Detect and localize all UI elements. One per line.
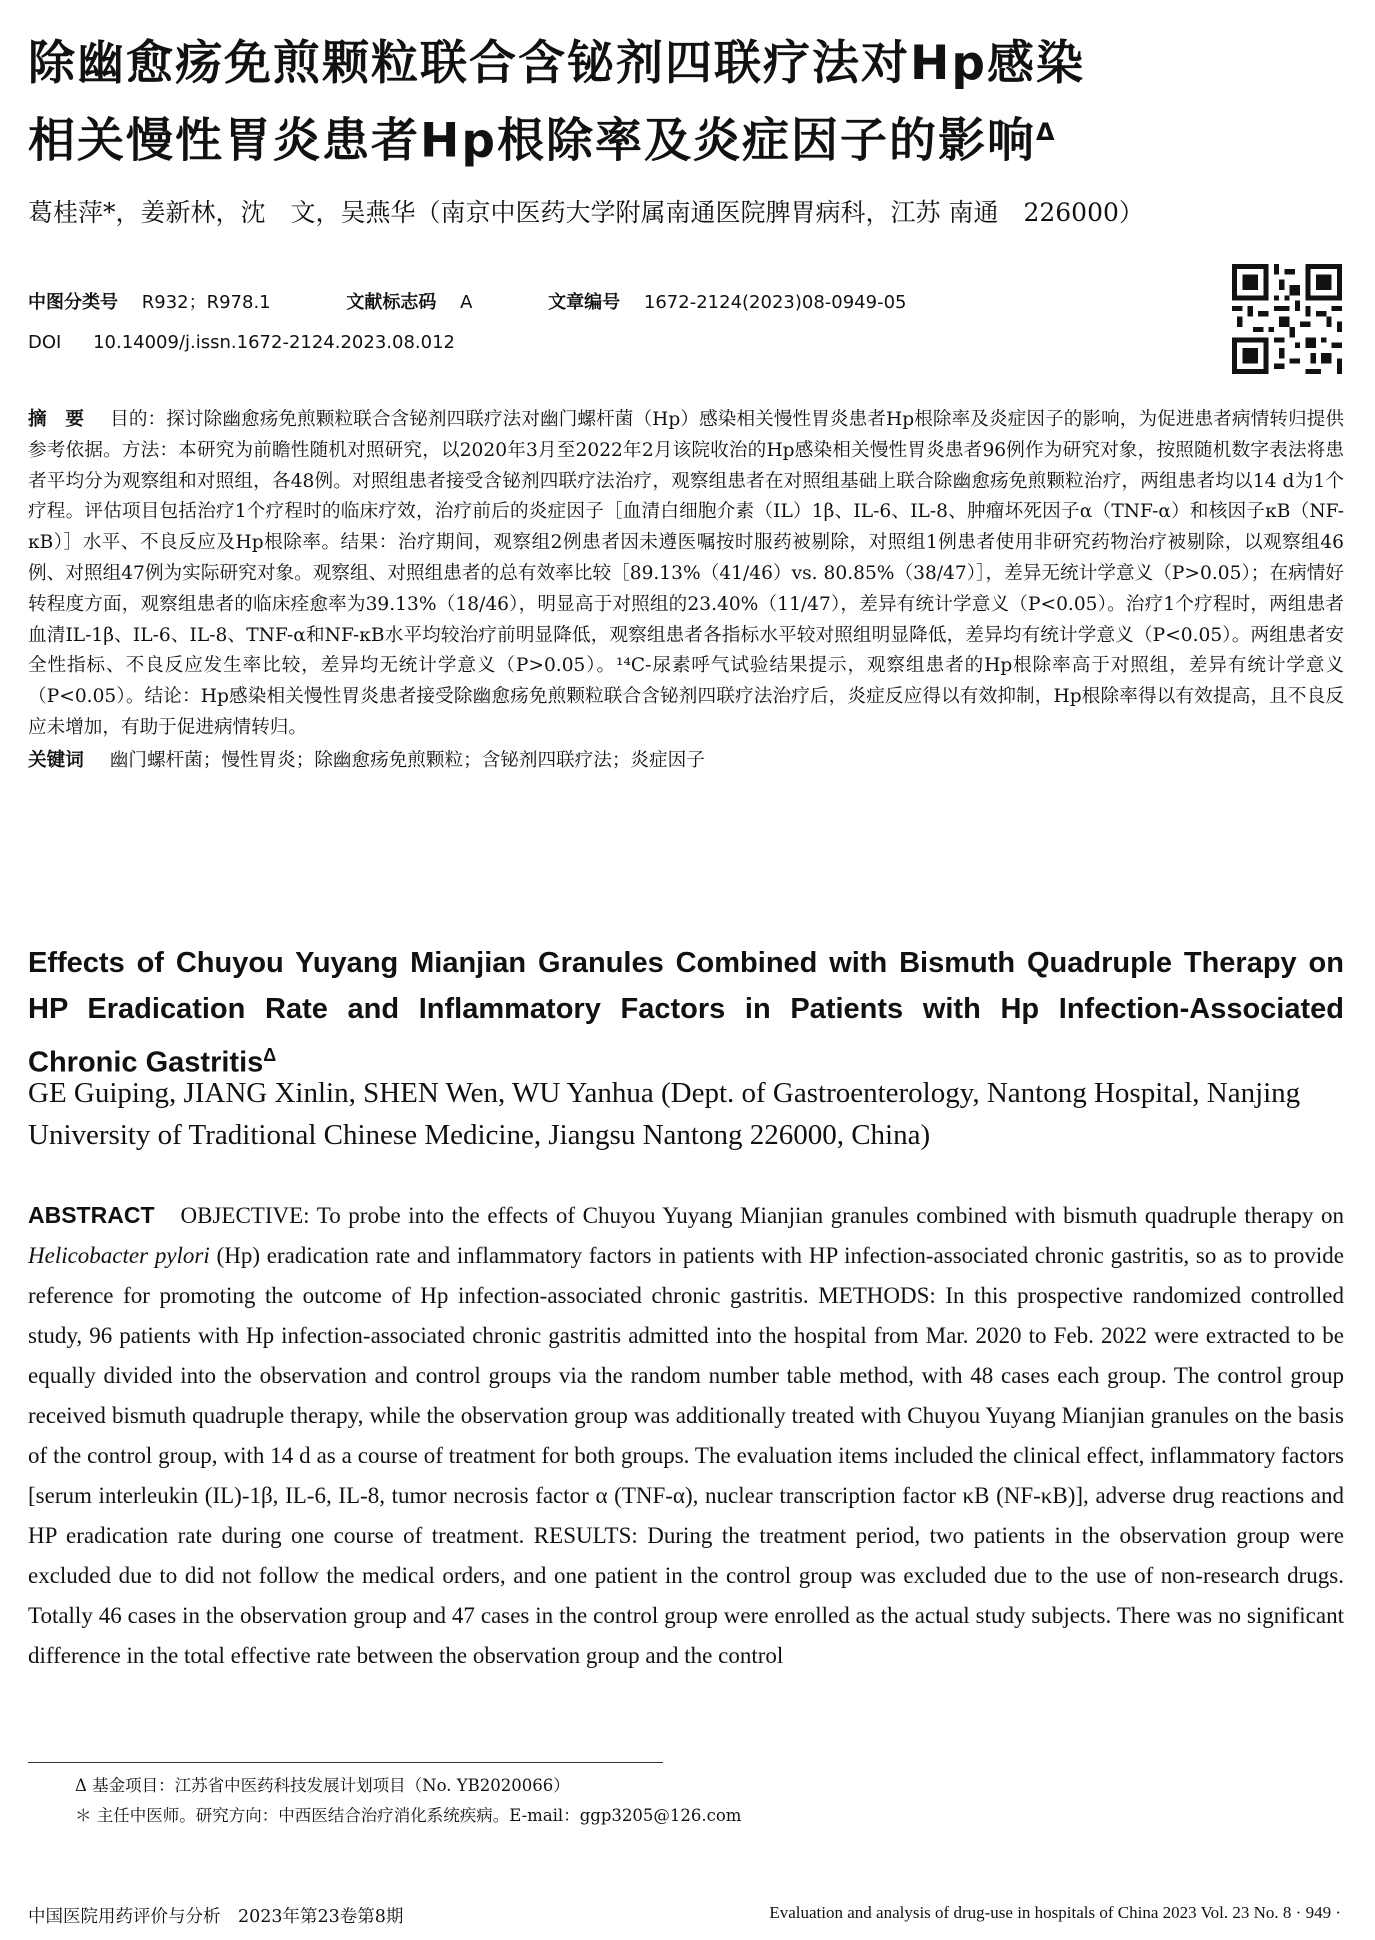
keywords-cn-text: 幽门螺杆菌；慢性胃炎；除幽愈疡免煎颗粒；含铋剂四联疗法；炎症因子 — [109, 749, 705, 771]
authors-en: GE Guiping, JIANG Xinlin, SHEN Wen, WU Yanhua (Dept. of Gastroenterology, Nantong Hospital, Nanjing University of Traditional Chinese Medicine, Jiangsu Nantong 226000, China) — [28, 1077, 1301, 1151]
meta-row-2 — [28, 330, 455, 356]
doi-label: DOI — [28, 332, 62, 353]
title-cn-line1: 除幽愈疡免煎颗粒联合含铋剂四联疗法对Hp感染 — [28, 36, 1085, 91]
footer-journal-en: Evaluation and analysis of drug-use in hospitals of China 2023 Vol. 23 No. 8 · 949 · — [769, 1903, 1341, 1922]
meta-row-1 — [28, 290, 906, 316]
title-cn-mark: Δ — [1035, 118, 1057, 146]
keywords-cn — [28, 746, 1344, 777]
doc-label: 文献标志码 — [346, 292, 437, 313]
title-en-mark: Δ — [263, 1045, 277, 1065]
abstract-en-label: ABSTRACT — [28, 1202, 155, 1228]
abstract-cn — [28, 405, 1344, 777]
qr-code-icon — [1232, 264, 1342, 374]
footnote-author: ＊ 主任中医师。研究方向：中西医结合治疗消化系统疾病。E-mail：ggp3205@126.com — [75, 1806, 742, 1825]
abstract-en-part2: (Hp) eradication rate and inflammatory factors in patients with HP infection-associated chronic gastritis, so as to provide reference for promoting the outcome of Hp infection-associated chronic gastritis. METHODS: In this prospective randomized controlled study, 96 patients with Hp infection-associated chronic gastritis admitted into the hospital from Mar. 2020 to Feb. 2022 were extracted to be equally divided into the observation and control groups via the random number table method, with 48 cases each group. The control group received bismuth quadruple therapy, while the observation group was additionally treated with Chuyou Yuyang Mianjian granules on the basis of the control group, with 14 d as a course of treatment for both groups. The evaluation items included the clinical effect, inflammatory factors [serum interleukin (IL)-1β, IL-6, IL-8, tumor necrosis factor α (TNF-α), nuclear transcription factor κB (NF-κB)], adverse drug reactions and HP eradication rate during one course of treatment. RESULTS: During the treatment period, two patients in the observation group were excluded due to did not follow the medical orders, and one patient in the control group was excluded due to the use of non-research drugs. Totally 46 cases in the observation group and 47 cases in the control group were enrolled as the actual study subjects. There was no significant difference in the total effective rate between the observation group and the control — [28, 1243, 1344, 1668]
title-cn-line2: 相关慢性胃炎患者Hp根除率及炎症因子的影响$^\Delta$ — [28, 113, 1057, 169]
doc-value: A — [460, 292, 473, 313]
title-en: Effects of Chuyou Yuyang Mianjian Granules Combined with Bismuth Quadruple Therapy on HP Eradication Rate and Inflammatory Factors in Patients with Hp Infection-Associated Chronic Gastritis$^\Delta$ — [28, 947, 1344, 1079]
article-label: 文章编号 — [548, 292, 621, 313]
keywords-cn-label: 关键词 — [28, 749, 84, 771]
abstract-cn-label: 摘 要 — [28, 409, 85, 430]
article-value: 1672-2124(2023)08-0949-05 — [643, 292, 907, 313]
abstract-cn-text: 目的：探讨除幽愈疡免煎颗粒联合含铋剂四联疗法对幽门螺杆菌（Hp）感染相关慢性胃炎患者Hp根除率及炎症因子的影响，为促进患者病情转归提供参考依据。方法：本研究为前瞻性随机对照研究，以2020年3月至2022年2月该院收治的Hp感染相关慢性胃炎患者96例作为研究对象，按照随机数字表法将患者平均分为观察组和对照组，各48例。对照组患者接受含铋剂四联疗法治疗，观察组患者在对照组基础上联合除幽愈疡免煎颗粒治疗，两组患者均以14 d为1个疗程。评估项目包括治疗1个疗程时的临床疗效，治疗前后的炎症因子［血清白细胞介素（IL）1β、IL-6、IL-8、肿瘤坏死因子α（TNF-α）和核因子κB（NF-κB）］水平、不良反应及Hp根除率。结果：治疗期间，观察组2例患者因未遵医嘱按时服药被剔除，对照组1例患者使用非研究药物治疗被剔除，以观察组46例、对照组47例为实际研究对象。观察组、对照组患者的总有效率比较［89.13%（41/46）vs. 80.85%（38/47）］，差异无统计学意义（P>0.05）；在病情好转程度方面，观察组患者的临床痊愈率为39.13%（18/46），明显高于对照组的23.40%（11/47），差异有统计学意义（P<0.05）。治疗1个疗程时，两组患者血清IL-1β、IL-6、IL-8、TNF-α和NF-κB水平均较治疗前明显降低，观察组患者各指标水平较对照组明显降低，差异均有统计学意义（P<0.05）。两组患者安全性指标、不良反应发生率比较，差异均无统计学意义（P>0.05）。¹⁴C-尿素呼气试验结果提示，观察组患者的Hp根除率高于对照组，差异有统计学意义（P<0.05）。结论：Hp感染相关慢性胃炎患者接受除幽愈疡免煎颗粒联合含铋剂四联疗法治疗后，炎症反应得以有效抑制，Hp根除率得以有效提高，且不良反应未增加，有助于促进病情转归。 — [28, 409, 1344, 738]
abstract-en-italic: Helicobacter pylori — [28, 1243, 210, 1268]
footer-journal-cn: 中国医院用药评价与分析 2023年第23卷第8期 — [28, 1907, 404, 1927]
clc-value: R932；R978.1 — [141, 292, 271, 313]
authors-cn: 葛桂萍*，姜新林，沈 文，吴燕华（南京中医药大学附属南通医院脾胃病科，江苏 南通 226000） — [28, 198, 1144, 227]
abstract-en — [28, 1195, 1344, 1676]
footnote-divider — [28, 1762, 663, 1763]
doi-value: 10.14009/j.issn.1672-2124.2023.08.012 — [93, 332, 455, 353]
abstract-en-part1: OBJECTIVE: To probe into the effects of Chuyou Yuyang Mianjian granules combined with bismuth quadruple therapy on — [180, 1203, 1344, 1228]
clc-label: 中图分类号 — [28, 292, 118, 313]
footnote-fund: Δ 基金项目：江苏省中医药科技发展计划项目（No. YB2020066） — [75, 1776, 570, 1795]
